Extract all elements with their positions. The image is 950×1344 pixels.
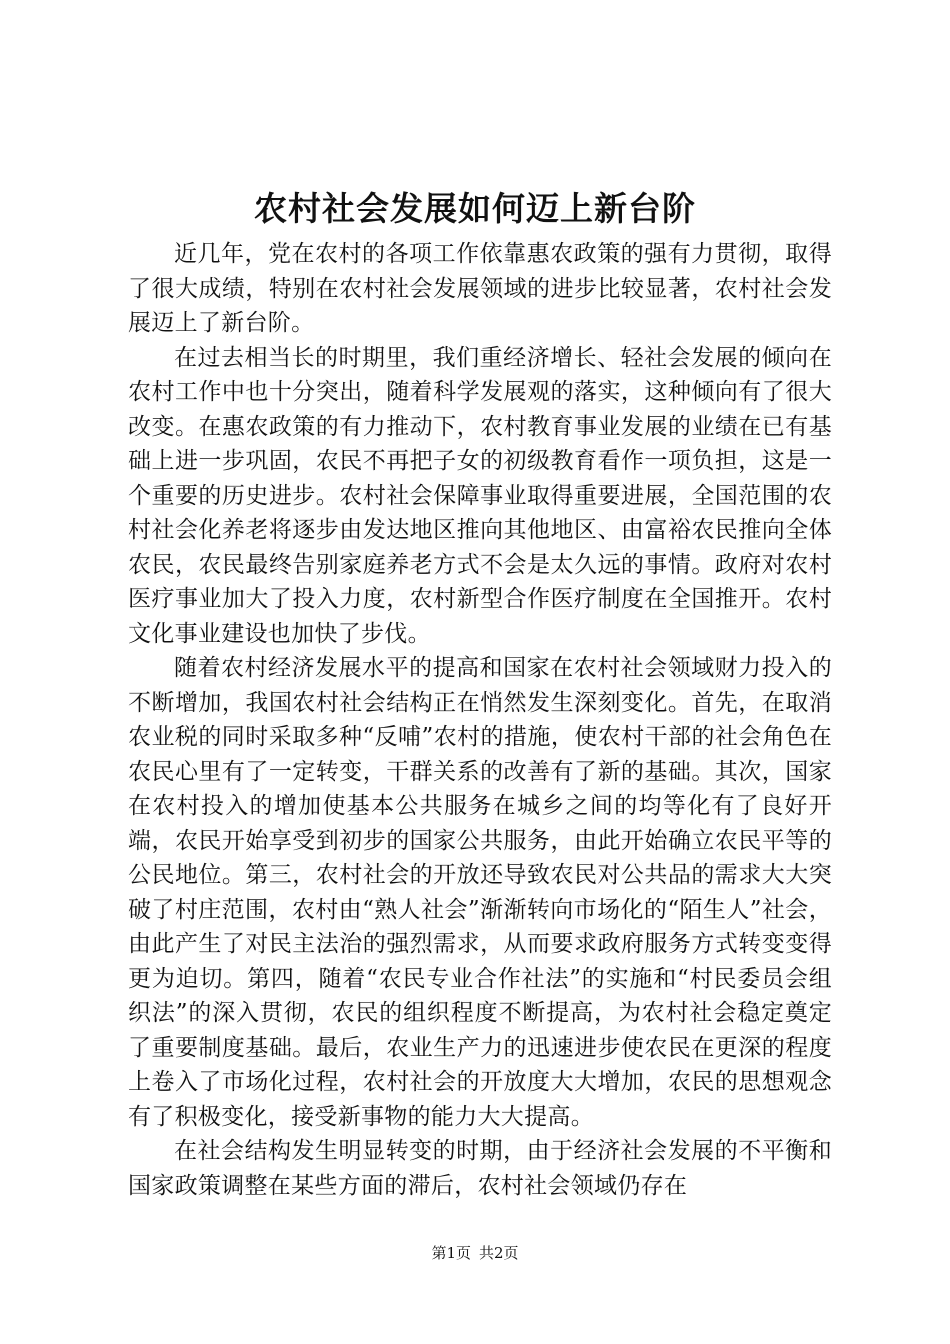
paragraph: 随着农村经济发展水平的提高和国家在农村社会领域财力投入的不断增加，我国农村社会结构正在悄然发生深刻变化。首先，在取消农业税的同时采取多种“反哺”农村的措施，使农村干部的社会角色在农民心里有了一定转变，干群关系的改善有了新的基础。其次，国家在农村投入的增加使基本公共服务在城乡之间的均等化有了良好开端，农民开始享受到初步的国家公共服务，由此开始确立农民平等的公民地位。第三，农村社会的开放还导致农民对公共品的需求大大突破了村庄范围，农村由“熟人社会”渐渐转向市场化的“陌生人”社会，由此产生了对民主法治的强烈需求，从而要求政府服务方式转变变得更为迫切。第四，随着“农民专业合作社法”的实施和“村民委员会组织法”的深入贯彻，农民的组织程度不断提高，为农村社会稳定奠定了重要制度基础。最后，农业生产力的迅速进步使农民在更深的程度上卷入了市场化过程，农村社会的开放度大大增加，农民的思想观念有了积极变化，接受新事物的能力大大提高。 (128, 655, 832, 1130)
document-body (128, 237, 832, 1203)
document-title: 农村社会发展如何迈上新台阶 (254, 189, 696, 228)
paragraph: 近几年，党在农村的各项工作依靠惠农政策的强有力贯彻，取得了很大成绩，特别在农村社会发展领域的进步比较显著，农村社会发展迈上了新台阶。 (128, 241, 832, 336)
page-total: 共2页 (479, 1244, 519, 1262)
page-number: 第1页 (431, 1244, 471, 1262)
paragraph: 在社会结构发生明显转变的时期，由于经济社会发展的不平衡和国家政策调整在某些方面的滞后，农村社会领域仍存在 (128, 1138, 832, 1199)
page-footer (0, 1242, 950, 1264)
paragraph: 在过去相当长的时期里，我们重经济增长、轻社会发展的倾向在农村工作中也十分突出，随着科学发展观的落实，这种倾向有了很大改变。在惠农政策的有力推动下，农村教育事业发展的业绩在已有基础上进一步巩固，农民不再把子女的初级教育看作一项负担，这是一个重要的历史进步。农村社会保障事业取得重要进展，全国范围的农村社会化养老将逐步由发达地区推向其他地区、由富裕农民推向全体农民，农民最终告别家庭养老方式不会是太久远的事情。政府对农村医疗事业加大了投入力度，农村新型合作医疗制度在全国推开。农村文化事业建设也加快了步伐。 (128, 344, 832, 647)
